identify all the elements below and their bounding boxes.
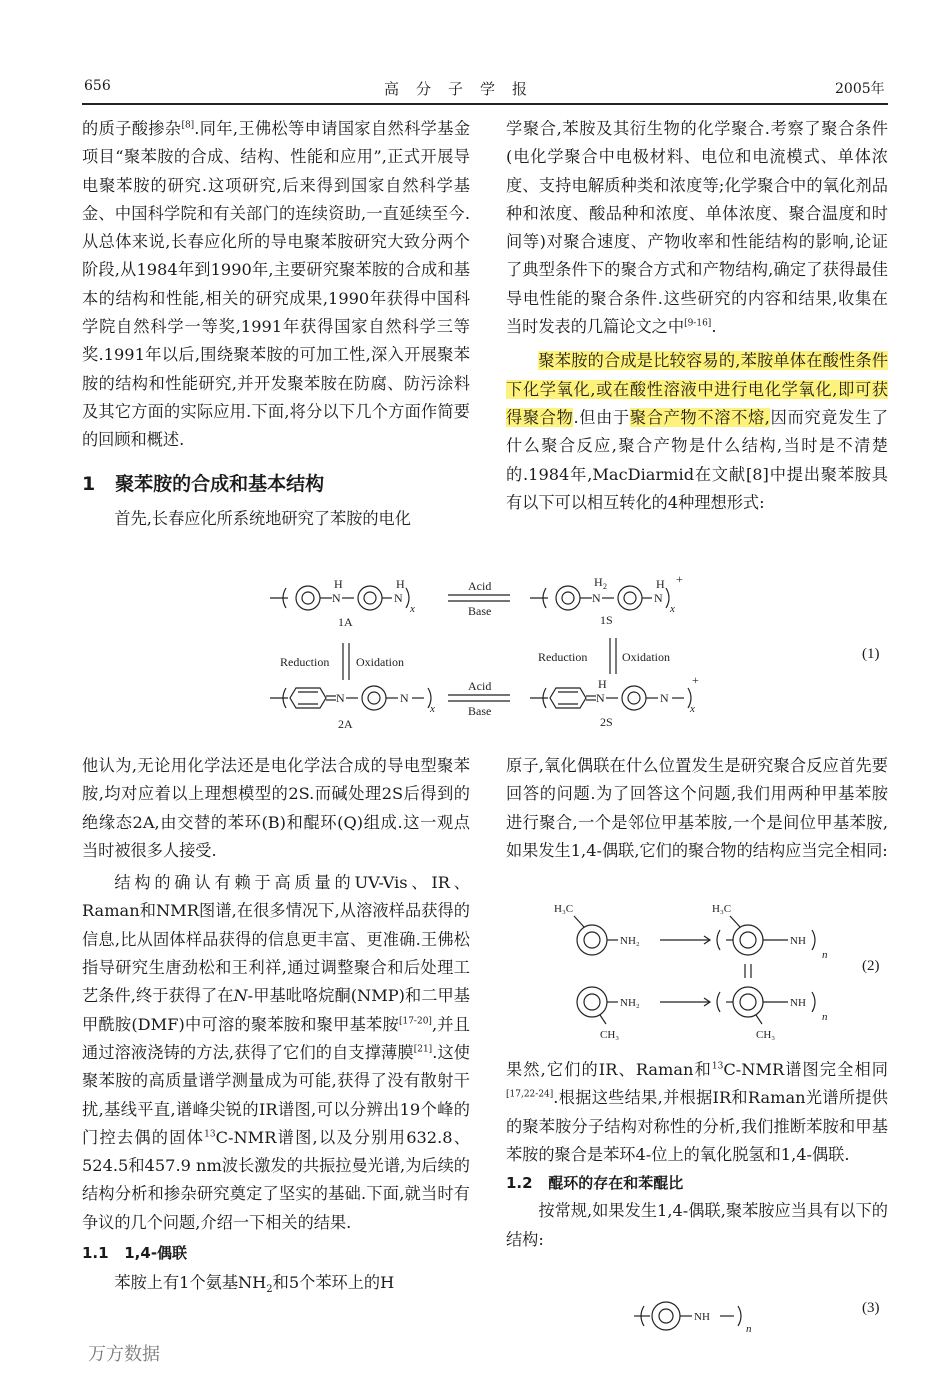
equation-number-3: (3) [862,1300,880,1316]
left-column-bottom [82,752,470,1298]
subsection-heading-1-2: 1.2 醌环的存在和苯醌比 [506,1174,684,1193]
right-column-middle [506,752,888,865]
svg-text:CH₃: CH₃ [600,1029,620,1041]
svg-text:N: N [654,591,663,605]
svg-text:Oxidation: Oxidation [356,655,404,669]
paragraph-r4: 果然,它们的IR、Raman和$^{13}$C-NMR谱图完全相同[17,22-24].根据这些结果,并根据IR和Raman光谱所提供的聚苯胺分子结构对称性的分析,我们推断苯胺和甲基苯胺的聚合是苯环4-位上的氧化脱氢和1,4-偶联. [506,1060,888,1164]
paragraph-r5: 按常规,如果发生1,4-偶联,聚苯胺应当具有以下的结构: [506,1201,888,1249]
scheme-1-polyaniline-forms [260,568,890,738]
paragraph-r1: 学聚合,苯胺及其衍生物的化学聚合.考察了聚合条件(电化学聚合中电极材料、电位和电流模式、单体浓度、支持电解质种类和浓度等;化学聚合中的氧化剂品种和浓度、酸品种和浓度、单体浓度、聚合温度和时间等)对聚合速度、产物收率和性能结构的影响,论证了典型条件下的聚合方式和产物结构,确定了获得最佳导电性能的聚合条件.这些研究的内容和结果,收集在当时发表的几篇论文之中[9-16]. [506,119,888,337]
paragraph-4: 结构的确认有赖于高质量的UV-Vis、IR、Raman和NMR图谱,在很多情况下,从溶液样品获得的信息,比从固体样品获得的信息更丰富、更准确.王佛松指导研究生唐劲松和王利祥,通过调整聚合和后处理工艺条件,终于获得了在N-甲基吡咯烷酮(NMP)和二甲基甲酰胺(DMF)中可溶的聚苯胺和聚甲基苯胺[17-20],并且通过溶液浇铸的方法,获得了它们的自支撑薄膜[21].这使聚苯胺的高质量谱学测量成为可能,获得了没有散射干扰,基线平直,谱峰尖锐的IR谱图,可以分辨出19个峰的门控去偶的固体$^{13}$C-NMR谱图,以及分别用632.8、524.5和457.9 nm波长激发的共振拉曼光谱,为后续的结构分析和掺杂研究奠定了坚实的基础.下面,就当时有争议的几个问题,介绍一下相关的结果. [82,873,470,1232]
right-column-top [506,115,888,517]
watermark-wanfang: 万方数据 [88,1344,160,1364]
section-heading-1: 1 聚苯胺的合成和基本结构 [82,472,325,495]
svg-text:H: H [656,577,665,591]
equation-number-2: (2) [862,958,880,974]
svg-text:NH: NH [790,997,806,1009]
journal-title: 高 分 子 学 报 [384,80,529,98]
svg-text:2A: 2A [338,717,353,731]
svg-text:Acid: Acid [468,579,492,593]
svg-text:2: 2 [603,582,607,591]
left-column-top [82,115,470,533]
svg-text:Oxidation: Oxidation [622,650,670,664]
svg-text:H: H [334,577,343,591]
page-year: 2005年 [835,81,885,97]
paragraph-1: 的质子酸掺杂[8].同年,王佛松等申请国家自然科学基金项目“聚苯胺的合成、结构、性能和应用”,正式开展导电聚苯胺的研究.这项研究,后来得到国家自然科学基金、中国科学院和有关部门的连续资助,一直延续至今.从总体来说,长春应化所的导电聚苯胺研究大致分两个阶段,从1984年到1990年,主要研究聚苯胺的合成和基本的结构和性能,相关的研究成果,1990年获得中国科学院自然科学一等奖,1991年获得国家自然科学三等奖.1991年以后,围绕聚苯胺的可加工性,深入开展聚苯胺的结构和性能研究,并开发聚苯胺在防腐、防污涂料及其它方面的实际应用.下面,将分以下几个方面作简要的回顾和概述. [82,119,471,450]
paragraph-5: 苯胺上有1个氨基$NH_2$和5个苯环上的H [114,1273,395,1296]
scheme-2-methylaniline-coupling [540,898,850,1048]
svg-text:+: + [692,673,699,687]
svg-text:N: N [332,591,341,605]
svg-text:H₃C: H₃C [712,903,732,915]
svg-text:x: x [410,603,415,615]
svg-text:CH₃: CH₃ [756,1029,776,1041]
svg-text:x: x [690,703,695,715]
svg-text:1A: 1A [338,615,353,629]
svg-text:N: N [596,691,605,705]
svg-text:Reduction: Reduction [538,650,588,664]
equation-number-1: (1) [862,646,880,662]
paragraph-3: 他认为,无论用化学法还是电化学法合成的导电型聚苯胺,均对应着以上理想模型的2S.而碱处理2S后得到的绝缘态2A,由交替的苯环(B)和醌环(Q)组成.这一观点当时被很多人接受. [82,756,470,860]
svg-text:NH: NH [790,935,806,947]
svg-text:Base: Base [468,604,492,618]
svg-text:x: x [670,603,675,615]
svg-text:1S: 1S [600,613,613,627]
right-column-bottom [506,1056,888,1254]
svg-text:NH: NH [694,1311,710,1323]
paragraph-r2: 聚苯胺的合成是比较容易的,苯胺单体在酸性条件下化学氧化,或在酸性溶液中进行电化学氧化,即可获得聚合物.但由于聚合产物不溶不熔,因而究竟发生了什么聚合反应,聚合产物是什么结构,当时是不清楚的.1984年,MacDiarmid在文献[8]中提出聚苯胺具有以下可以相互转化的4种理想形式: [506,351,889,512]
subsection-heading-1-1: 1.1 1,4-偶联 [82,1244,188,1263]
svg-text:x: x [430,703,435,715]
scheme-3-polyaniline-structure [630,1292,770,1342]
svg-text:n: n [822,1011,828,1023]
svg-text:H: H [396,577,405,591]
page-number: 656 [84,78,111,94]
paragraph-2: 首先,长春应化所系统地研究了苯胺的电化 [114,508,411,528]
svg-text:+: + [676,572,683,586]
svg-text:n: n [822,949,828,961]
highlight-1: 聚苯胺的合成是比较容易的,苯胺单体在酸性条件下化学氧化,或在酸性溶液中进行电化学氧化,即可获得聚合物 [506,351,888,427]
svg-text:N: N [660,691,669,705]
svg-text:n: n [746,1323,752,1335]
svg-text:N: N [394,591,403,605]
svg-text:NH₂: NH₂ [620,997,640,1009]
svg-text:N: N [592,591,601,605]
svg-text:Base: Base [468,704,492,718]
svg-text:H: H [594,575,603,589]
svg-text:N: N [400,691,409,705]
svg-text:Acid: Acid [468,679,492,693]
paragraph-r3: 原子,氧化偶联在什么位置发生是研究聚合反应首先要回答的问题.为了回答这个问题,我们用两种甲基苯胺进行聚合,一个是邻位甲基苯胺,一个是间位甲基苯胺,如果发生1,4-偶联,它们的聚合物的结构应当完全相同: [506,756,888,860]
svg-text:H: H [598,677,607,691]
svg-text:N: N [336,691,345,705]
svg-text:H₃C: H₃C [554,903,574,915]
highlight-2: 聚合产物不溶不熔, [629,407,770,427]
header-rule [82,103,888,105]
svg-text:Reduction: Reduction [280,655,330,669]
svg-text:2S: 2S [600,715,613,729]
svg-text:NH₂: NH₂ [620,935,640,947]
